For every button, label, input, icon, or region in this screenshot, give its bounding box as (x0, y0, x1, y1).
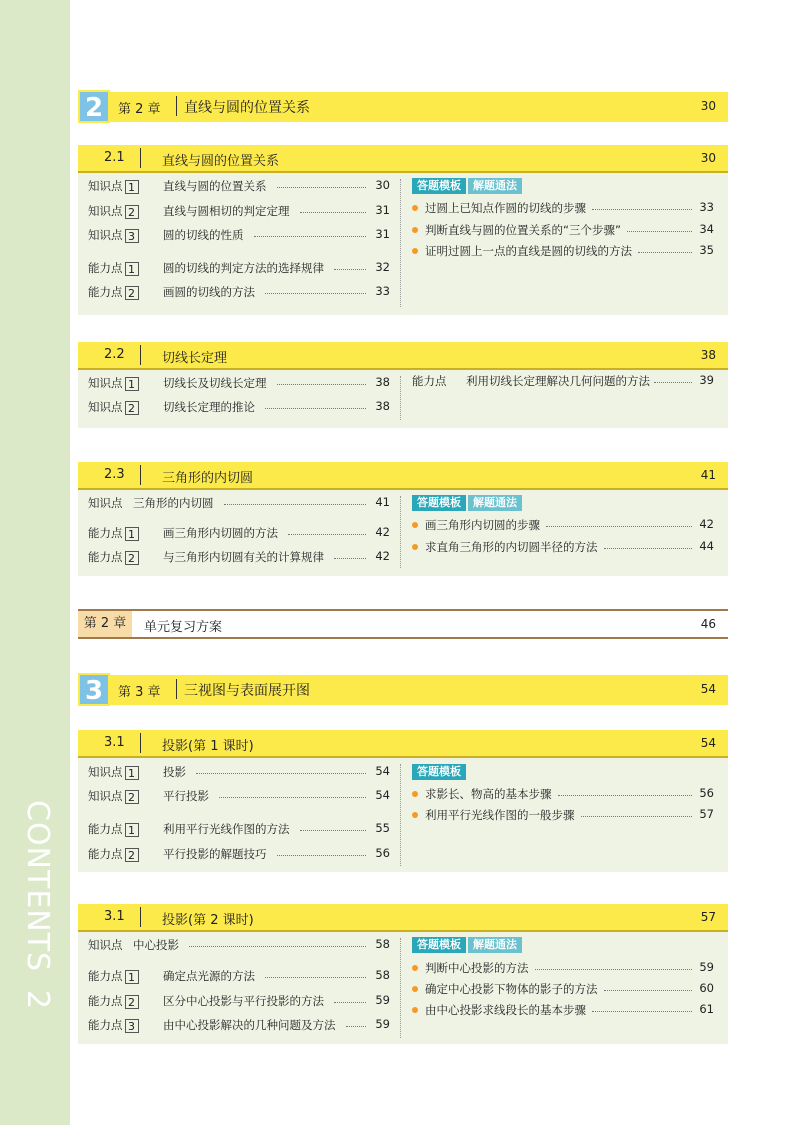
tag-answer-template: 答题模板 (412, 495, 466, 511)
entry-page: 39 (699, 373, 714, 387)
entry-kind-label: 知识点 (88, 496, 123, 510)
column-divider (400, 179, 401, 307)
toc-entry[interactable] (88, 203, 390, 221)
divider (140, 345, 141, 365)
entry-kind-label: 能力点 (88, 1018, 123, 1032)
entry-page: 56 (375, 846, 390, 860)
entry-title: 直线与圆相切的判定定理 (163, 204, 290, 218)
unit-review-row[interactable] (78, 609, 728, 639)
dot-leader (535, 969, 693, 970)
entry-kind (88, 178, 139, 194)
entry-kind-label: 知识点 (88, 400, 123, 414)
entry-title: 由中心投影解决的几种问题及方法 (163, 1018, 336, 1032)
contents-word: CONTENTS (20, 800, 55, 973)
entry-number-box: 2 (125, 401, 139, 415)
entry-page: 35 (699, 243, 714, 257)
toc-entry[interactable] (88, 284, 390, 302)
method-entry[interactable] (412, 222, 714, 240)
entry-kind (88, 399, 139, 415)
entry-kind (88, 764, 139, 780)
entry-kind-label: 能力点 (88, 969, 123, 983)
entry-page: 55 (375, 821, 390, 835)
review-chapter-number: 第 2 章 (78, 611, 132, 637)
method-entry[interactable] (412, 243, 714, 261)
entry-number-box: 2 (125, 286, 139, 300)
toc-entry[interactable] (88, 846, 390, 864)
entry-page: 38 (375, 399, 390, 413)
bullet-icon (412, 248, 418, 254)
entry-title: 圆的切线的性质 (163, 228, 244, 242)
entry-title: 利用平行光线作图的方法 (163, 822, 290, 836)
entry-number-box: 1 (125, 527, 139, 541)
toc-entry[interactable] (412, 373, 714, 391)
entry-kind-label: 能力点 (88, 847, 123, 861)
entry-page: 33 (375, 284, 390, 298)
column-divider (400, 376, 401, 420)
method-entry[interactable] (412, 1002, 714, 1020)
dot-leader (219, 797, 366, 798)
dot-leader (654, 382, 692, 383)
dot-leader (592, 209, 692, 210)
tag-answer-template: 答题模板 (412, 178, 466, 194)
entry-kind-label: 能力点 (88, 550, 123, 564)
method-entry[interactable] (412, 539, 714, 557)
dot-leader (196, 773, 366, 774)
method-tags (412, 178, 524, 194)
entry-kind (88, 495, 123, 511)
entry-page: 42 (375, 525, 390, 539)
dot-leader (627, 231, 692, 232)
section-3-1-lesson-1-header[interactable] (78, 730, 728, 758)
column-divider (400, 496, 401, 568)
dot-leader (277, 855, 367, 856)
section-number: 2.1 (104, 150, 125, 165)
section-number: 3.1 (104, 909, 125, 924)
entry-title: 区分中心投影与平行投影的方法 (163, 994, 324, 1008)
section-3-1-lesson-2-body (78, 932, 728, 1044)
entry-number-box: 1 (125, 377, 139, 391)
chapter-badge: 3 (78, 673, 110, 706)
entry-page: 31 (375, 227, 390, 241)
bullet-icon (412, 544, 418, 550)
entry-kind (88, 993, 139, 1009)
section-number: 2.3 (104, 467, 125, 482)
toc-entry[interactable] (88, 375, 390, 393)
toc-entry[interactable] (88, 260, 390, 278)
bullet-icon (412, 791, 418, 797)
entry-title: 确定中心投影下物体的影子的方法 (425, 982, 598, 996)
dot-leader (546, 526, 692, 527)
method-entry[interactable] (412, 807, 714, 825)
toc-entry[interactable] (88, 821, 390, 839)
dot-leader (334, 558, 366, 559)
section-page: 54 (700, 736, 716, 750)
entry-number-box: 2 (125, 848, 139, 862)
toc-entry[interactable] (88, 178, 390, 196)
entry-kind-label: 能力点 (88, 822, 123, 836)
entry-page: 30 (375, 178, 390, 192)
entry-kind-label: 能力点 (88, 261, 123, 275)
divider (176, 96, 177, 116)
entry-title: 确定点光源的方法 (163, 969, 255, 983)
entry-page: 42 (699, 517, 714, 531)
dot-leader (254, 236, 367, 237)
chapter-title: 直线与圆的位置关系 (184, 100, 310, 116)
section-page: 38 (700, 348, 716, 362)
divider (176, 679, 177, 699)
section-3-1-lesson-2-header[interactable] (78, 904, 728, 932)
dot-leader (581, 816, 693, 817)
section-title: 投影(第 2 课时) (162, 913, 254, 928)
entry-kind (88, 788, 139, 804)
entry-page: 60 (699, 981, 714, 995)
entry-kind (88, 968, 139, 984)
page-number: 2 (20, 990, 55, 1011)
entry-title: 画三角形内切圆的步骤 (425, 518, 540, 532)
toc-entry[interactable] (88, 937, 390, 955)
method-entry[interactable] (412, 200, 714, 218)
section-2-1-body (78, 173, 728, 315)
entry-kind-label: 知识点 (88, 179, 123, 193)
section-2-1-header[interactable] (78, 145, 728, 173)
toc-entry[interactable] (88, 968, 390, 986)
bullet-icon (412, 1007, 418, 1013)
section-2-3-header[interactable] (78, 462, 728, 490)
dot-leader (265, 977, 366, 978)
method-tags (412, 764, 468, 780)
entry-title: 判断中心投影的方法 (425, 961, 529, 975)
column-divider (400, 938, 401, 1038)
dot-leader (604, 990, 693, 991)
entry-title: 与三角形内切圆有关的计算规律 (163, 550, 324, 564)
entry-page: 59 (699, 960, 714, 974)
entry-kind (88, 375, 139, 391)
chapter-badge: 2 (78, 90, 110, 123)
dot-leader (300, 212, 367, 213)
entry-title: 切线长定理的推论 (163, 400, 255, 414)
tag-answer-template: 答题模板 (412, 764, 466, 780)
entry-page: 32 (375, 260, 390, 274)
section-2-3-body (78, 490, 728, 576)
entry-number-box: 3 (125, 229, 139, 243)
entry-title: 中心投影 (133, 938, 179, 952)
dot-leader (265, 408, 366, 409)
chapter-page: 54 (700, 682, 716, 696)
entry-number-box: 1 (125, 823, 139, 837)
section-page: 57 (700, 910, 716, 924)
entry-title: 画圆的切线的方法 (163, 285, 255, 299)
divider (140, 907, 141, 927)
entry-page: 38 (375, 375, 390, 389)
entry-kind-label: 知识点 (88, 938, 123, 952)
toc-entry[interactable] (88, 399, 390, 417)
chapter-title: 三视图与表面展开图 (184, 683, 310, 699)
bullet-icon (412, 227, 418, 233)
entry-page: 54 (375, 764, 390, 778)
entry-page: 33 (699, 200, 714, 214)
entry-kind (88, 260, 139, 276)
entry-page: 58 (375, 968, 390, 982)
section-3-1-lesson-1-body (78, 758, 728, 872)
bullet-icon (412, 812, 418, 818)
entry-title: 投影 (163, 765, 186, 779)
dot-leader (638, 252, 692, 253)
entry-page: 44 (699, 539, 714, 553)
method-entry[interactable] (412, 981, 714, 999)
section-page: 30 (700, 151, 716, 165)
entry-kind-label: 知识点 (88, 228, 123, 242)
dot-leader (604, 548, 693, 549)
dot-leader (334, 269, 366, 270)
toc-entry[interactable] (88, 993, 390, 1011)
entry-kind (88, 284, 139, 300)
entry-title: 平行投影 (163, 789, 209, 803)
entry-title: 判断直线与圆的位置关系的“三个步骤” (425, 223, 621, 237)
section-title: 投影(第 1 课时) (162, 739, 254, 754)
entry-number-box: 1 (125, 766, 139, 780)
entry-page: 59 (375, 993, 390, 1007)
bullet-icon (412, 522, 418, 528)
entry-kind (88, 937, 123, 953)
entry-page: 59 (375, 1017, 390, 1031)
toc-entry[interactable] (88, 227, 390, 245)
entry-page: 34 (699, 222, 714, 236)
entry-title: 利用切线长定理解决几何问题的方法 (466, 374, 650, 388)
toc-entry[interactable] (88, 788, 390, 806)
entry-kind-label: 知识点 (88, 376, 123, 390)
entry-title: 由中心投影求线段长的基本步骤 (425, 1003, 586, 1017)
section-number: 2.2 (104, 347, 125, 362)
entry-title: 过圆上已知点作圆的切线的步骤 (425, 201, 586, 215)
chapter-3-header[interactable] (78, 675, 728, 705)
entry-kind (88, 203, 139, 219)
entry-kind-label: 能力点 (88, 285, 123, 299)
entry-title: 平行投影的解题技巧 (163, 847, 267, 861)
toc-entry[interactable] (88, 764, 390, 782)
dot-leader (288, 534, 366, 535)
divider (140, 465, 141, 485)
entry-kind (88, 549, 139, 565)
entry-page: 57 (699, 807, 714, 821)
dot-leader (265, 293, 366, 294)
entry-page: 31 (375, 203, 390, 217)
bullet-icon (412, 205, 418, 211)
entry-kind (88, 821, 139, 837)
entry-number-box: 1 (125, 180, 139, 194)
tag-general-method: 解题通法 (468, 937, 522, 953)
entry-number-box: 2 (125, 790, 139, 804)
dot-leader (277, 384, 367, 385)
section-title: 三角形的内切圆 (162, 471, 254, 486)
chapter-number: 第 3 章 (118, 685, 161, 700)
entry-kind-label: 能力点 (88, 526, 123, 540)
dot-leader (592, 1011, 692, 1012)
entry-kind-label: 知识点 (88, 204, 123, 218)
entry-kind (88, 846, 139, 862)
entry-title: 证明过圆上一点的直线是圆的切线的方法 (425, 244, 632, 258)
tag-answer-template: 答题模板 (412, 937, 466, 953)
section-page: 41 (700, 468, 716, 482)
toc-entry[interactable] (88, 549, 390, 567)
entry-title: 切线长及切线长定理 (163, 376, 267, 390)
toc-entry[interactable] (88, 1017, 390, 1035)
entry-title: 求影长、物高的基本步骤 (425, 787, 552, 801)
column-divider (400, 764, 401, 866)
entry-number-box: 2 (125, 995, 139, 1009)
dot-leader (346, 1026, 367, 1027)
entry-page: 41 (375, 495, 390, 509)
entry-kind-label: 能力点 (412, 374, 447, 388)
entry-number-box: 2 (125, 551, 139, 565)
dot-leader (558, 795, 693, 796)
review-page: 46 (700, 617, 716, 631)
divider (140, 148, 141, 168)
entry-title: 画三角形内切圆的方法 (163, 526, 278, 540)
entry-kind (88, 1017, 139, 1033)
entry-page: 42 (375, 549, 390, 563)
bullet-icon (412, 965, 418, 971)
entry-page: 61 (699, 1002, 714, 1016)
section-2-2-header[interactable] (78, 342, 728, 370)
method-entry[interactable] (412, 960, 714, 978)
section-number: 3.1 (104, 735, 125, 750)
section-2-2-body (78, 370, 728, 428)
entry-kind-label: 能力点 (88, 994, 123, 1008)
tag-general-method: 解题通法 (468, 178, 522, 194)
review-title: 单元复习方案 (144, 620, 223, 635)
entry-kind-label: 知识点 (88, 765, 123, 779)
entry-title: 利用平行光线作图的一般步骤 (425, 808, 575, 822)
entry-page: 58 (375, 937, 390, 951)
chapter-page: 30 (700, 99, 716, 113)
entry-title: 圆的切线的判定方法的选择规律 (163, 261, 324, 275)
dot-leader (277, 187, 367, 188)
contents-vertical-label (20, 800, 55, 1010)
entry-kind (88, 227, 139, 243)
entry-title: 求直角三角形的内切圆半径的方法 (425, 540, 598, 554)
toc-entry[interactable] (88, 525, 390, 543)
divider (140, 733, 141, 753)
entry-title: 三角形的内切圆 (133, 496, 214, 510)
entry-page: 56 (699, 786, 714, 800)
dot-leader (189, 946, 366, 947)
entry-number-box: 3 (125, 1019, 139, 1033)
entry-kind (88, 525, 139, 541)
method-entry[interactable] (412, 786, 714, 804)
chapter-2-header[interactable] (78, 92, 728, 122)
dot-leader (300, 830, 367, 831)
entry-number-box: 1 (125, 262, 139, 276)
tag-general-method: 解题通法 (468, 495, 522, 511)
chapter-number: 第 2 章 (118, 102, 161, 117)
method-tags (412, 937, 524, 953)
section-title: 切线长定理 (162, 351, 228, 366)
toc-entry[interactable] (88, 495, 390, 513)
dot-leader (224, 504, 367, 505)
entry-page: 54 (375, 788, 390, 802)
method-tags (412, 495, 524, 511)
entry-title: 直线与圆的位置关系 (163, 179, 267, 193)
dot-leader (334, 1002, 366, 1003)
method-entry[interactable] (412, 517, 714, 535)
entry-number-box: 2 (125, 205, 139, 219)
bullet-icon (412, 986, 418, 992)
entry-kind-label: 知识点 (88, 789, 123, 803)
section-title: 直线与圆的位置关系 (162, 154, 280, 169)
entry-number-box: 1 (125, 970, 139, 984)
